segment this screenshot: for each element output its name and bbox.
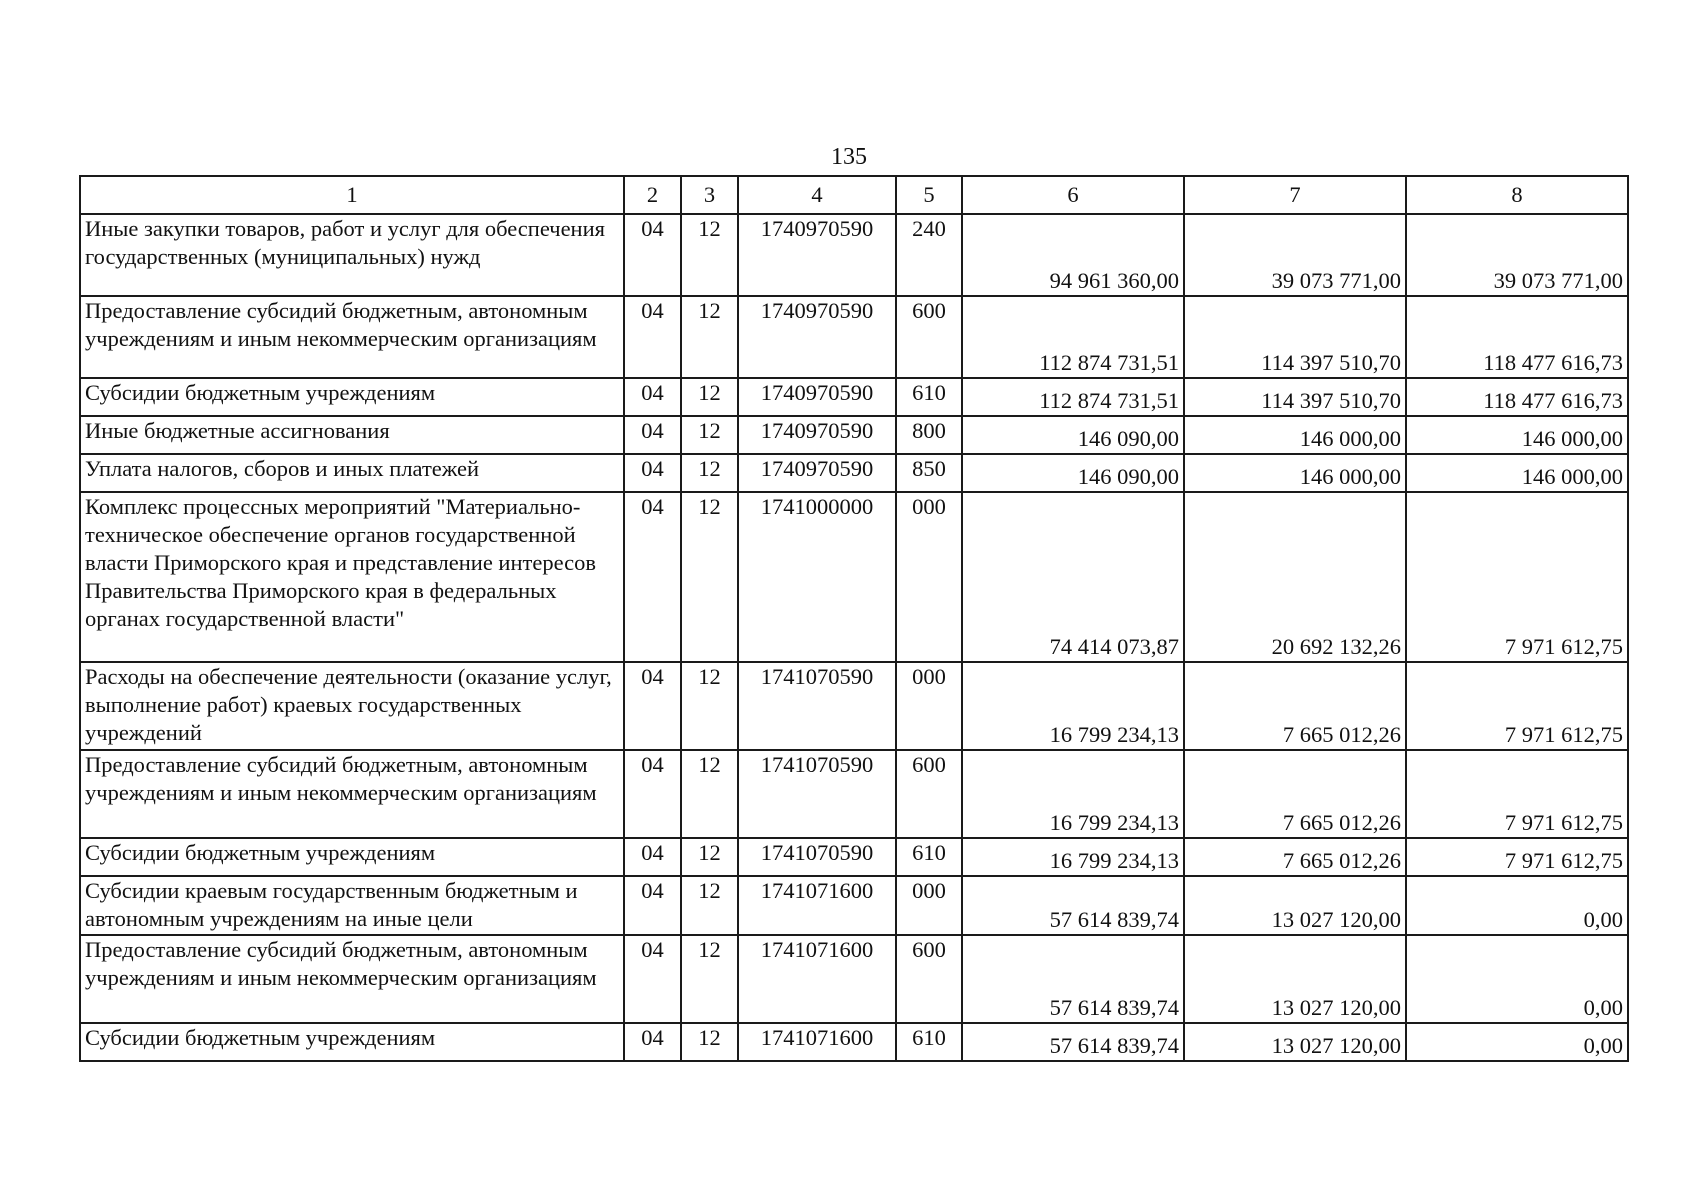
table-row: [80, 935, 1628, 1023]
row-section: 04: [624, 378, 681, 416]
table-row: [80, 662, 1628, 750]
row-expense-type: 600: [896, 296, 962, 378]
row-subsection: 12: [681, 454, 738, 492]
row-amount-8: 0,00: [1406, 1023, 1628, 1061]
row-amount-6: 16 799 234,13: [962, 838, 1184, 876]
row-expense-type: 800: [896, 416, 962, 454]
row-subsection: 12: [681, 296, 738, 378]
row-subsection: 12: [681, 416, 738, 454]
row-subsection: 12: [681, 492, 738, 662]
row-name: Комплекс процессных мероприятий "Материально-техническое обеспечение органов государственной власти Приморского края и представление интересов Правительства Приморского края в федеральных органах государственной власти": [80, 492, 624, 662]
row-subsection: 12: [681, 876, 738, 935]
row-expense-type: 600: [896, 935, 962, 1023]
column-header-2: 2: [624, 176, 681, 214]
row-amount-7: 146 000,00: [1184, 416, 1406, 454]
row-target-code: 1741071600: [738, 935, 896, 1023]
row-subsection: 12: [681, 1023, 738, 1061]
row-amount-6: 146 090,00: [962, 454, 1184, 492]
row-amount-7: 13 027 120,00: [1184, 1023, 1406, 1061]
row-amount-6: 57 614 839,74: [962, 935, 1184, 1023]
row-section: 04: [624, 214, 681, 296]
row-target-code: 1740970590: [738, 454, 896, 492]
row-amount-8: 146 000,00: [1406, 416, 1628, 454]
row-target-code: 1740970590: [738, 296, 896, 378]
row-expense-type: 000: [896, 492, 962, 662]
table-row: [80, 838, 1628, 876]
row-amount-8: 7 971 612,75: [1406, 492, 1628, 662]
row-amount-6: 74 414 073,87: [962, 492, 1184, 662]
table-row: [80, 214, 1628, 296]
column-header-7: 7: [1184, 176, 1406, 214]
row-amount-6: 112 874 731,51: [962, 378, 1184, 416]
row-section: 04: [624, 662, 681, 750]
row-section: 04: [624, 750, 681, 838]
row-section: 04: [624, 838, 681, 876]
row-amount-7: 7 665 012,26: [1184, 662, 1406, 750]
row-target-code: 1740970590: [738, 378, 896, 416]
row-expense-type: 000: [896, 876, 962, 935]
column-header-5: 5: [896, 176, 962, 214]
row-amount-7: 39 073 771,00: [1184, 214, 1406, 296]
row-name: Субсидии бюджетным учреждениям: [80, 378, 624, 416]
row-target-code: 1741070590: [738, 662, 896, 750]
column-header-4: 4: [738, 176, 896, 214]
column-header-3: 3: [681, 176, 738, 214]
row-subsection: 12: [681, 214, 738, 296]
row-amount-7: 146 000,00: [1184, 454, 1406, 492]
row-amount-8: 0,00: [1406, 876, 1628, 935]
column-header-1: 1: [80, 176, 624, 214]
row-expense-type: 240: [896, 214, 962, 296]
table-row: [80, 378, 1628, 416]
row-subsection: 12: [681, 750, 738, 838]
row-amount-6: 94 961 360,00: [962, 214, 1184, 296]
row-amount-6: 57 614 839,74: [962, 1023, 1184, 1061]
row-target-code: 1741071600: [738, 1023, 896, 1061]
row-name: Расходы на обеспечение деятельности (оказание услуг, выполнение работ) краевых государственных учреждений: [80, 662, 624, 750]
row-amount-7: 114 397 510,70: [1184, 378, 1406, 416]
row-amount-6: 16 799 234,13: [962, 662, 1184, 750]
row-amount-7: 114 397 510,70: [1184, 296, 1406, 378]
row-name: Уплата налогов, сборов и иных платежей: [80, 454, 624, 492]
row-amount-8: 7 971 612,75: [1406, 750, 1628, 838]
row-target-code: 1740970590: [738, 214, 896, 296]
row-amount-8: 7 971 612,75: [1406, 838, 1628, 876]
table-row: [80, 1023, 1628, 1061]
row-amount-6: 112 874 731,51: [962, 296, 1184, 378]
table-row: [80, 416, 1628, 454]
row-target-code: 1741000000: [738, 492, 896, 662]
row-amount-6: 57 614 839,74: [962, 876, 1184, 935]
row-target-code: 1741070590: [738, 838, 896, 876]
row-expense-type: 610: [896, 378, 962, 416]
row-name: Субсидии бюджетным учреждениям: [80, 1023, 624, 1061]
row-section: 04: [624, 416, 681, 454]
row-section: 04: [624, 454, 681, 492]
row-amount-6: 16 799 234,13: [962, 750, 1184, 838]
row-amount-7: 20 692 132,26: [1184, 492, 1406, 662]
row-amount-6: 146 090,00: [962, 416, 1184, 454]
row-target-code: 1741071600: [738, 876, 896, 935]
row-amount-7: 13 027 120,00: [1184, 935, 1406, 1023]
table-row: [80, 454, 1628, 492]
header-row: [80, 176, 1628, 214]
row-name: Субсидии краевым государственным бюджетным и автономным учреждениям на иные цели: [80, 876, 624, 935]
row-amount-8: 0,00: [1406, 935, 1628, 1023]
row-section: 04: [624, 296, 681, 378]
row-name: Иные бюджетные ассигнования: [80, 416, 624, 454]
row-subsection: 12: [681, 378, 738, 416]
row-expense-type: 610: [896, 838, 962, 876]
budget-table: [79, 175, 1629, 1062]
row-amount-8: 146 000,00: [1406, 454, 1628, 492]
row-subsection: 12: [681, 838, 738, 876]
row-subsection: 12: [681, 935, 738, 1023]
table-row: [80, 876, 1628, 935]
row-name: Предоставление субсидий бюджетным, автономным учреждениям и иным некоммерческим организациям: [80, 750, 624, 838]
row-section: 04: [624, 935, 681, 1023]
row-amount-8: 118 477 616,73: [1406, 378, 1628, 416]
row-target-code: 1740970590: [738, 416, 896, 454]
row-subsection: 12: [681, 662, 738, 750]
row-amount-7: 13 027 120,00: [1184, 876, 1406, 935]
row-amount-7: 7 665 012,26: [1184, 838, 1406, 876]
row-name: Предоставление субсидий бюджетным, автономным учреждениям и иным некоммерческим организациям: [80, 935, 624, 1023]
row-target-code: 1741070590: [738, 750, 896, 838]
page-number: 135: [831, 144, 867, 170]
row-name: Субсидии бюджетным учреждениям: [80, 838, 624, 876]
row-amount-8: 118 477 616,73: [1406, 296, 1628, 378]
column-header-6: 6: [962, 176, 1184, 214]
table-row: [80, 296, 1628, 378]
column-header-8: 8: [1406, 176, 1628, 214]
row-name: Предоставление субсидий бюджетным, автономным учреждениям и иным некоммерческим организациям: [80, 296, 624, 378]
row-expense-type: 850: [896, 454, 962, 492]
row-expense-type: 610: [896, 1023, 962, 1061]
row-amount-8: 39 073 771,00: [1406, 214, 1628, 296]
row-name: Иные закупки товаров, работ и услуг для обеспечения государственных (муниципальных) нужд: [80, 214, 624, 296]
table-row: [80, 492, 1628, 662]
row-section: 04: [624, 876, 681, 935]
row-section: 04: [624, 492, 681, 662]
row-section: 04: [624, 1023, 681, 1061]
row-expense-type: 000: [896, 662, 962, 750]
row-amount-7: 7 665 012,26: [1184, 750, 1406, 838]
row-amount-8: 7 971 612,75: [1406, 662, 1628, 750]
row-expense-type: 600: [896, 750, 962, 838]
table-row: [80, 750, 1628, 838]
